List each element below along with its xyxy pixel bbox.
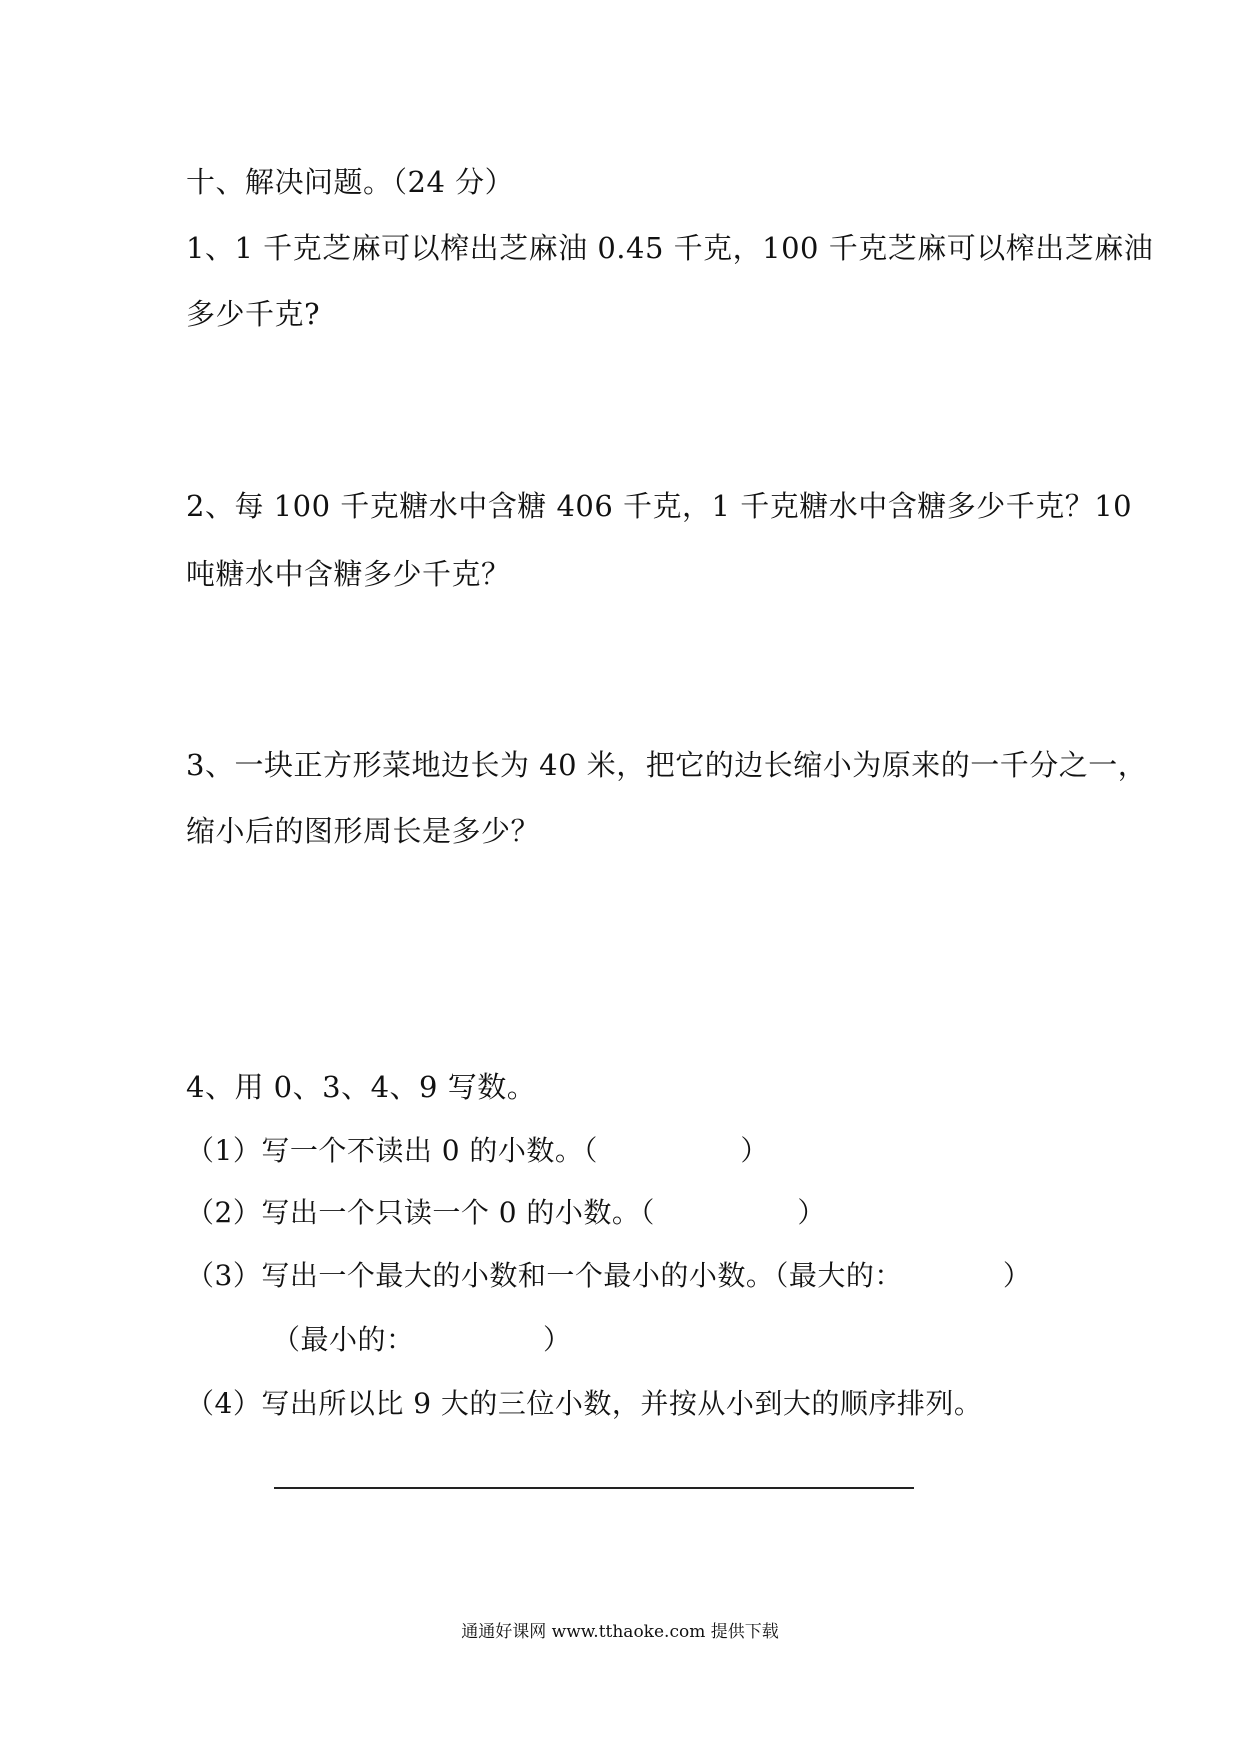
question-2-line-1: 2、每 100 千克糖水中含糖 406 千克，1 千克糖水中含糖多少千克？10 bbox=[186, 489, 1133, 523]
answer-line bbox=[274, 1487, 914, 1489]
question-3-line-2: 缩小后的图形周长是多少？ bbox=[186, 814, 541, 848]
question-1-line-1: 1、1 千克芝麻可以榨出芝麻油 0.45 千克，100 千克芝麻可以榨出芝麻油 bbox=[186, 231, 1154, 265]
question-4-title: 4、用 0、3、4、9 写数。 bbox=[186, 1070, 537, 1104]
question-4-item-3-smallest: （最小的： ） bbox=[272, 1323, 572, 1356]
question-4-item-1: （1）写一个不读出 0 的小数。（ ） bbox=[186, 1134, 769, 1167]
question-4-item-2: （2）写出一个只读一个 0 的小数。（ ） bbox=[186, 1196, 826, 1229]
question-4-item-4: （4）写出所以比 9 大的三位小数，并按从小到大的顺序排列。 bbox=[186, 1387, 983, 1420]
page-footer: 通通好课网 www.tthaoke.com 提供下载 bbox=[461, 1622, 779, 1642]
section-heading: 十、解决问题。（24 分） bbox=[186, 165, 515, 199]
question-4-item-3: （3）写出一个最大的小数和一个最小的小数。（最大的： ） bbox=[186, 1259, 1032, 1292]
question-3-line-1: 3、一块正方形菜地边长为 40 米，把它的边长缩小为原来的一千分之一， bbox=[186, 748, 1148, 782]
question-2-line-2: 吨糖水中含糖多少千克？ bbox=[186, 557, 511, 591]
question-1-line-2: 多少千克? bbox=[186, 297, 321, 331]
